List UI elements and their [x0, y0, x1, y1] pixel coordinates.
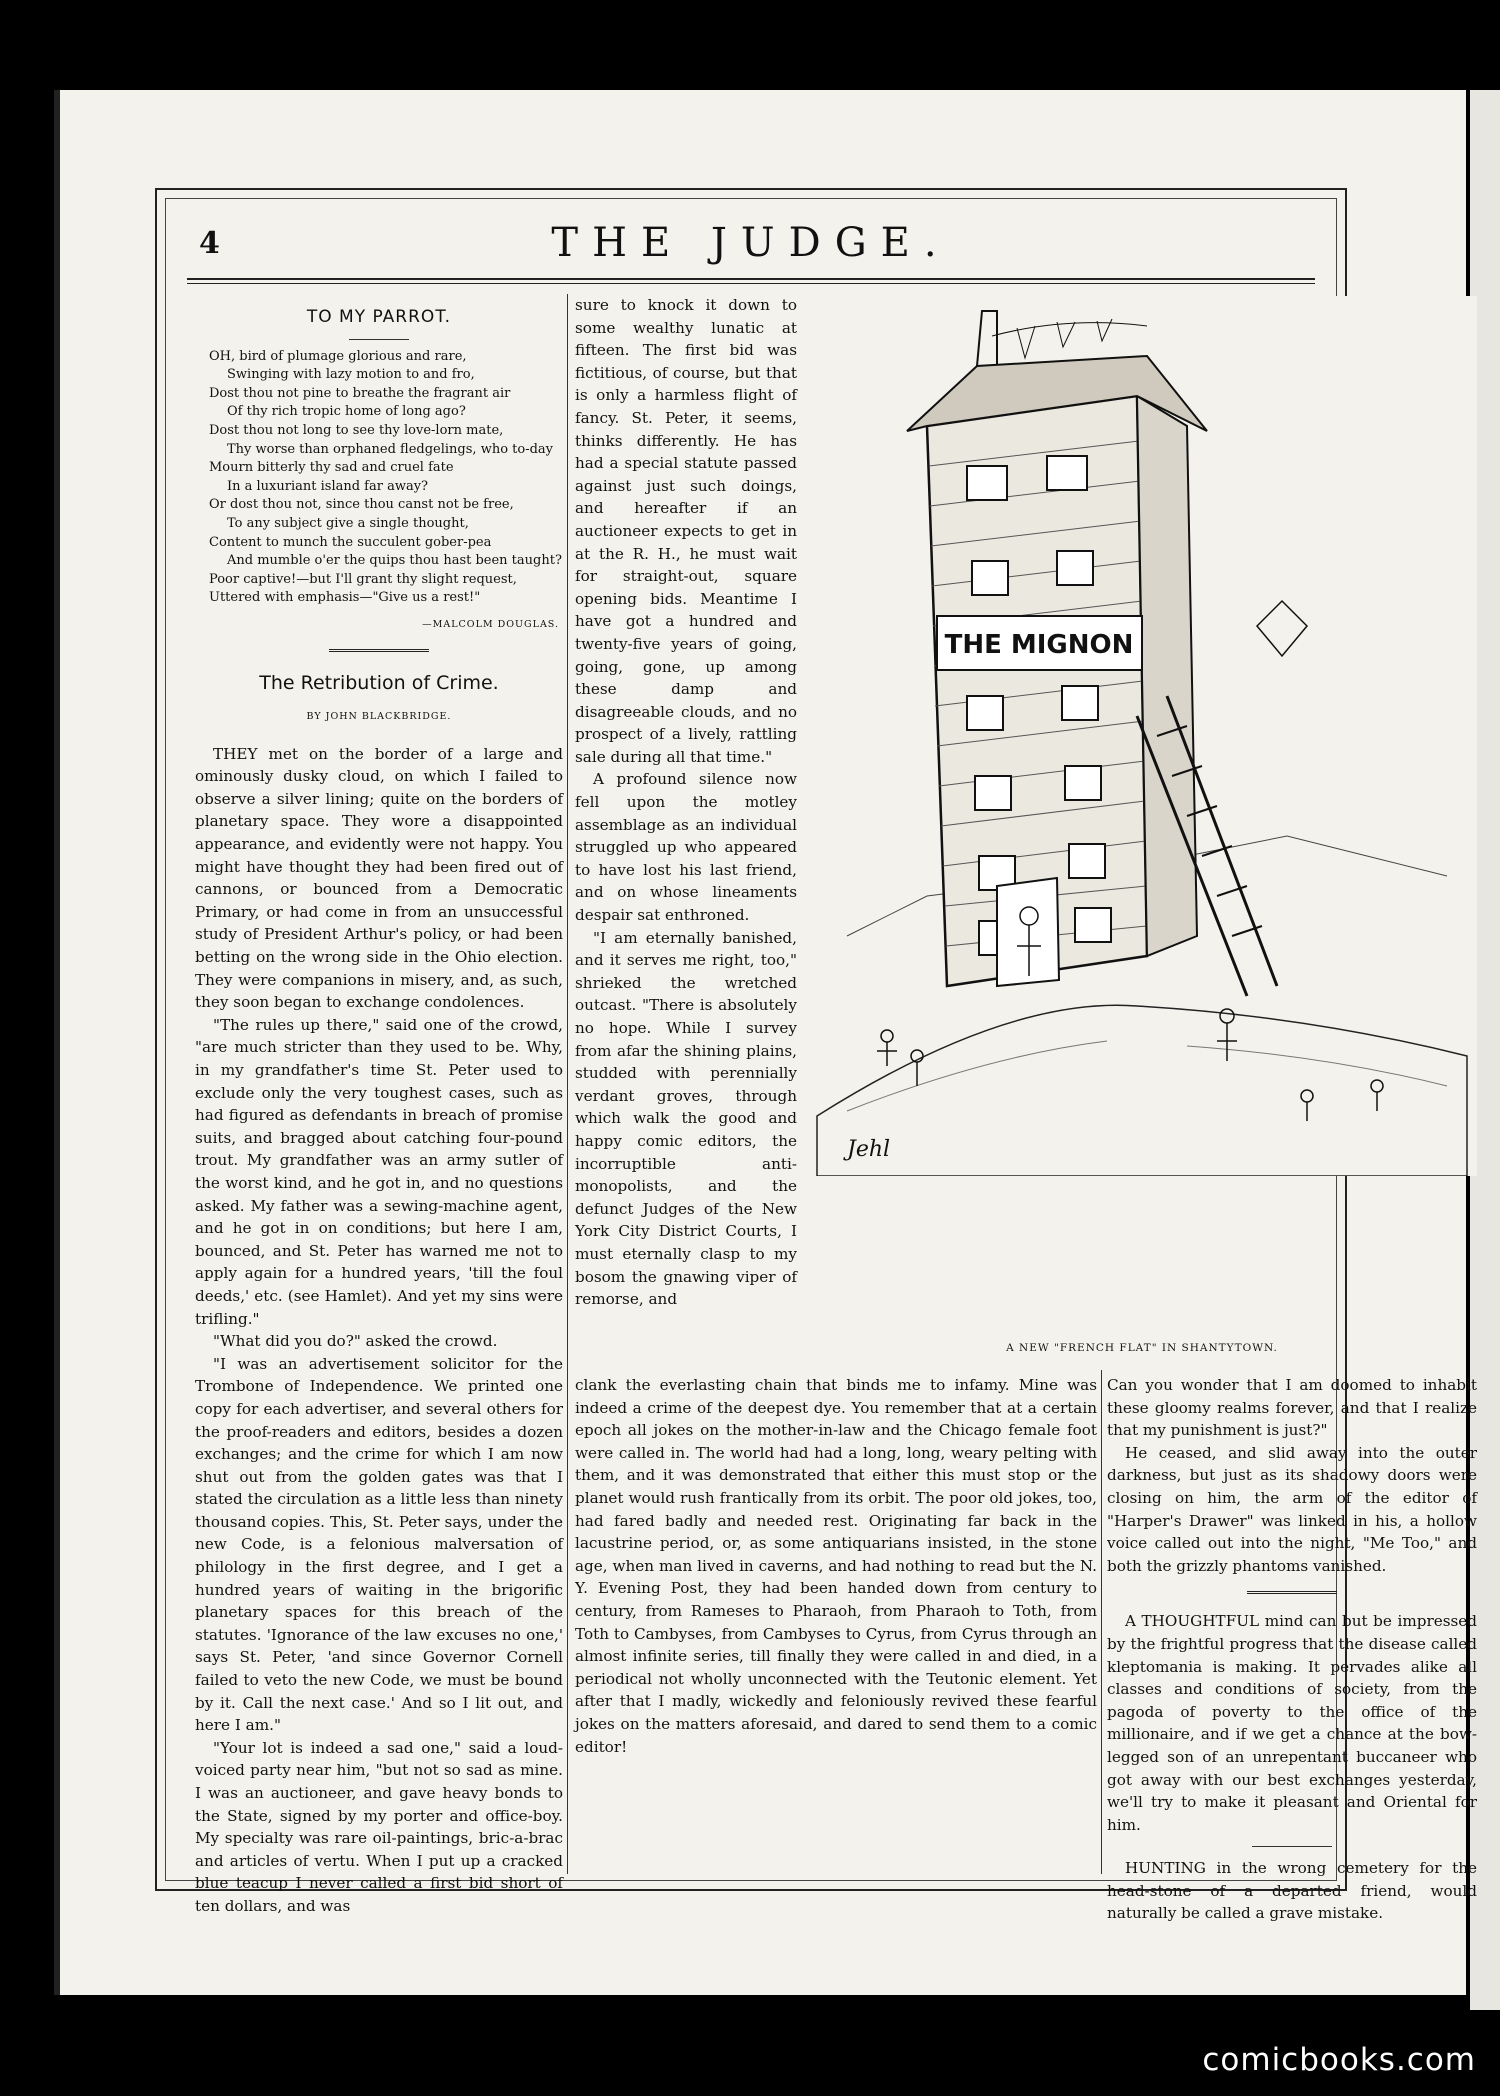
poem-line: Poor captive!—but I'll grant thy slight request,	[209, 571, 517, 587]
poem-line: OH, bird of plumage glorious and rare,	[209, 348, 467, 364]
article-paragraph: clank the everlasting chain that binds me to infamy. Mine was indeed a crime of the deepest dye. You remember that at a certain epoch all jokes on the mother-in-law and the Chicago female foot were called in. The world had had a long, long, weary pelting with them, and it was demonstrated that either this must stop or the planet would rush frantically from its orbit. The poor old jokes, too, had fared badly and needed rest. Originating far back in the lacustrine period, or, as some antiquarians insisted, in the stone age, when man lived in caverns, and had nothing to read but the N. Y. Evening Post, they had been handed down from century to century, from Rameses to Pharaoh, from Pharaoh to Toth, from Toth to Cambyses, from Cambyses to Cyrus, from Cyrus through an almost infinite series, till finally they were called in and died, in a periodical not wholly unconnected with the Teutonic element. Yet after that I madly, wickedly and feloniously revived these fearful jokes on the matters aforesaid, and dared to send them to a comic editor!	[575, 1376, 1097, 1756]
cartoon-caption: A NEW "FRENCH FLAT" IN SHANTYTOWN.	[1006, 1342, 1278, 1354]
page-frame	[155, 188, 1477, 1923]
article-paragraph: "What did you do?" asked the crowd.	[213, 1332, 498, 1351]
poem-line: In a luxuriant island far away?	[227, 478, 429, 494]
poem-line: Of thy rich tropic home of long ago?	[227, 404, 466, 420]
site-watermark: comicbooks.com	[1202, 2042, 1476, 2078]
column-rule	[567, 294, 568, 1874]
poem-line: Or dost thou not, since thou canst not be free,	[209, 497, 514, 513]
column-4	[1107, 1374, 1477, 1925]
masthead-title: THE JUDGE.	[551, 220, 951, 266]
poem-attribution: —MALCOLM DOUGLAS.	[422, 618, 559, 630]
article-paragraph: THEY met on the border of a large and ominously dusky cloud, on which I failed to observe a silver lining; quite on the borders of planetary space. They wore a disappointed appearance, and evidently were not happy. You might have thought they had been fired out of cannons, or bounced from a Democratic Primary, or had come in from an unsuccessful study of President Arthur's policy, or had been betting on the wrong side in the Ohio election. They were companions in misery, and, as such, they soon began to exchange condolences.	[195, 744, 563, 1012]
article-paragraph: A profound silence now fell upon the motley assemblage as an individual struggled up who appeared to have lost his last friend, and on whose lineaments despair sat enthroned.	[575, 770, 797, 925]
poem-line: Mourn bitterly thy sad and cruel fate	[209, 460, 454, 476]
item-divider	[1252, 1846, 1332, 1847]
column-rule	[1101, 1370, 1102, 1874]
page-number: 4	[199, 226, 220, 261]
poem-title: TO MY PARROT.	[306, 307, 452, 327]
article-title: The Retribution of Crime.	[259, 671, 499, 694]
poem-title-rule	[349, 339, 409, 340]
poem-line: Content to munch the succulent gober-pea	[209, 534, 492, 550]
column-3-lower	[575, 1374, 1097, 1758]
masthead-rule	[187, 278, 1315, 280]
section-divider	[329, 649, 429, 654]
cartoon-sign: THE MIGNON	[944, 630, 1134, 660]
poem-line: And mumble o'er the quips thou hast been taught?	[227, 553, 562, 569]
shantytown-cartoon	[807, 296, 1477, 1176]
poem-line: Dost thou not long to see thy love-lorn mate,	[209, 422, 504, 438]
section-divider	[1247, 1591, 1337, 1596]
article-byline: BY JOHN BLACKBRIDGE.	[306, 711, 452, 723]
article-paragraph: sure to knock it down to some wealthy lunatic at fifteen. The first bid was fictitious, of course, but that is only a harmless flight of fancy. St. Peter, it seems, thinks differently. He has had a special statute passed against just such doings, and hereafter if an auctioneer expects to get in at the R. H., he must wait for straight-out, square opening bids. Meantime I have got a hundred and twenty-five years of going, going, gone, up among these damp and disagreeable clouds, and no prospect of a lively, rattling sale during all that time."	[575, 296, 797, 766]
news-item: A THOUGHTFUL mind can but be impressed by the frightful progress that the disease called kleptomania is making. It pervades alike all classes and conditions of society, from the pagoda of poverty to the office of the millionaire, and if we get a chance at the bow-legged son of an unrepentant buccaneer who got away with our best exchanges yesterday, we'll try to make it pleasant and Oriental for him.	[1107, 1612, 1477, 1834]
poem-line: Uttered with emphasis—"Give us a rest!"	[209, 590, 481, 606]
article-paragraph: Can you wonder that I am doomed to inhabit these gloomy realms forever, and that I realize that my punishment is just?"	[1107, 1376, 1477, 1440]
article-paragraph: "I am eternally banished, and it serves me right, too," shrieked the wretched outcast. "There is absolutely no hope. While I survey from afar the shining plains, studded with perennially verdant groves, through which walk the good and happy comic editors, the incorruptible anti-monopolists, and the defunct Judges of the New York City District Courts, I must eternally clasp to my bosom the gnawing viper of remorse, and	[575, 928, 797, 1309]
cartoon-signature: Jehl	[847, 1137, 891, 1162]
poem-line: To any subject give a single thought,	[227, 515, 469, 531]
poem-body	[195, 348, 563, 608]
article-paragraph: "Your lot is indeed a sad one," said a loud-voiced party near him, "but not so sad as mine. I was an auctioneer, and gave heavy bonds to the State, signed by my porter and office-boy. My specialty was rare oil-paintings, bric-a-brac and articles of vertu. When I put up a cracked blue teacup I never called a first bid short of ten dollars, and was	[195, 1738, 563, 1915]
article-paragraph: "The rules up there," said one of the crowd, "are much stricter than they used to be. Why, in my grandfather's time St. Peter used to exclude only the very toughest cases, such as had figured as defendants in breach of promise suits, and bragged about catching four-pound trout. My grandfather was an army sutler of the worst kind, and he got in, and no questions asked. My father was a sewing-machine agent, and he got in on conditions; but here I am, bounced, and St. Peter has warned me not to apply again for a hundred years, 'till the foul deeds,' etc. (see Hamlet). And yet my sins were trifling."	[195, 1015, 563, 1328]
masthead-rule-thin	[187, 283, 1315, 284]
column-1	[195, 300, 563, 1918]
news-item: HUNTING in the wrong cemetery for the head-stone of a departed friend, would naturally be called a grave mistake.	[1107, 1859, 1477, 1923]
column-2	[575, 294, 797, 1311]
poem-line: Swinging with lazy motion to and fro,	[227, 367, 475, 383]
article-paragraph: "I was an advertisement solicitor for the Trombone of Independence. We printed one copy for each advertiser, and several others for the proof-readers and editors, besides a dozen exchanges; and the crime for which I am now shut out from the golden gates was that I stated the circulation as a little less than ninety thousand copies. This, St. Peter says, under the new Code, is a felonious malversation of philology in the first degree, and I get a hundred years of waiting in the brigorific planetary spaces for this breach of the statutes. 'Ignorance of the law excuses no one,' says St. Peter, 'and since Governor Cornell failed to veto the new Code, we must be bound by it. Call the next case.' And so I lit out, and here I am."	[195, 1354, 563, 1735]
poem-line: Thy worse than orphaned fledgelings, who to-day	[227, 441, 554, 457]
article-paragraph: He ceased, and slid away into the outer darkness, but just as its shadowy doors were closing on him, the arm of the editor of "Harper's Drawer" was linked in his, a hollow voice called out into the night, "Me Too," and both the grizzly phantoms vanished.	[1107, 1443, 1477, 1575]
poem-line: Dost thou not pine to breathe the fragrant air	[209, 385, 511, 401]
